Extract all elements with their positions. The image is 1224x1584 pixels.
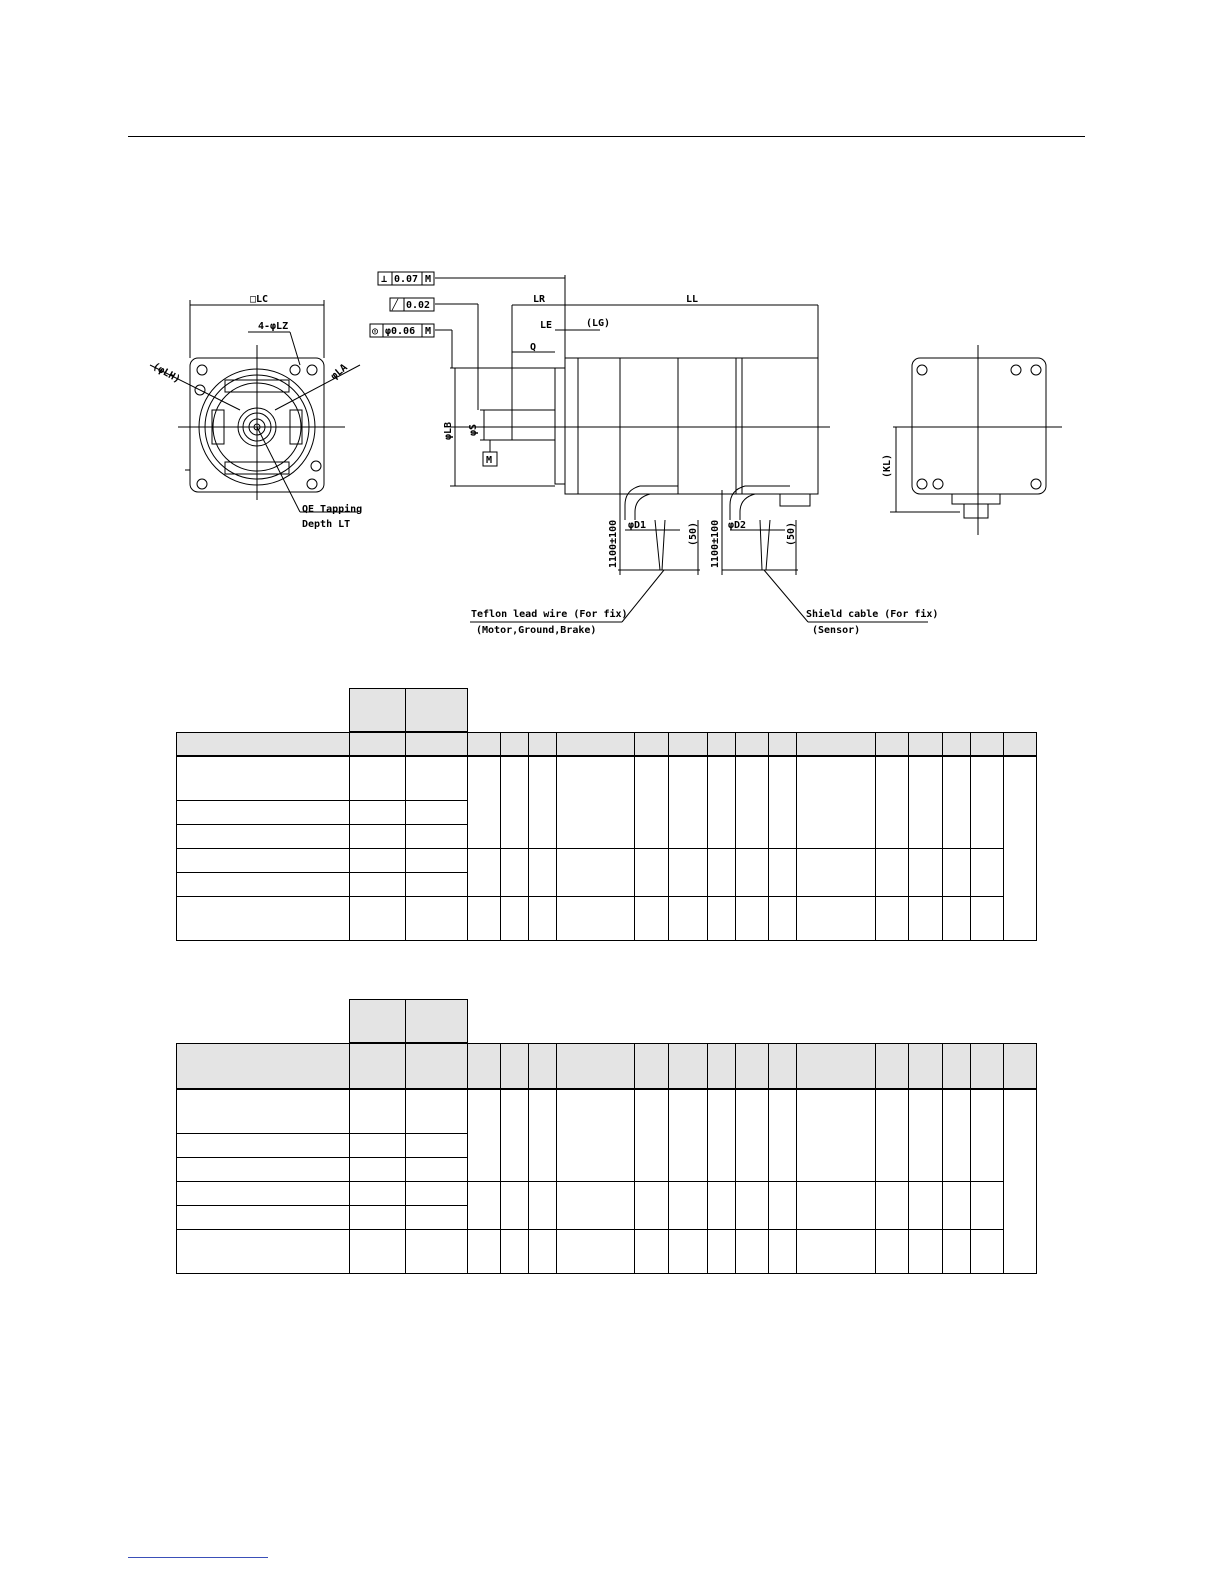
table-1-data-cell [875,848,909,897]
table-1-data-cell [875,756,909,849]
dim-50-1: (50) [688,521,699,546]
table-1-data-cell [467,756,501,849]
table-2-model-cell [176,1181,350,1206]
table-2-data-cell [875,1181,909,1230]
table-2-data-cell [735,1181,769,1230]
table-2-data-cell [796,1229,876,1274]
table-1-data-cell [707,756,736,849]
table-2-data-cell [908,1089,943,1182]
table-1-header-cell [942,732,971,756]
table-2-data-cell [467,1229,501,1274]
table-1-data-cell [942,848,971,897]
table-1-data-cell [707,848,736,897]
table-1-data-cell [735,896,769,941]
table-2-header-cell [634,1043,669,1089]
table-2-value-cell [349,1229,406,1274]
tol-conc-datum: M [425,326,432,337]
table-2-model-cell [176,1133,350,1158]
table-1-value-cell [405,848,468,873]
table-1-data-cell [796,848,876,897]
table-2-data-cell [500,1229,529,1274]
table-1-data-cell [768,756,797,849]
table-1-data-cell [796,756,876,849]
table-1-data-cell [908,756,943,849]
table-1-value-cell [349,824,406,849]
table-2-data-cell [634,1181,669,1230]
table-2-value-cell [405,1181,468,1206]
table-2-value-cell [405,1133,468,1158]
tol-perp-datum: M [425,274,432,285]
tol-perp-sym: ⊥ [381,274,388,285]
table-2-value-cell [349,1089,406,1134]
table-1-data-cell [556,756,635,849]
table-1-header-cell [500,732,529,756]
dim-kl: (KL) [882,453,893,478]
table-2-header-cell [176,1043,350,1089]
table-1-header-cell [349,732,406,756]
dim-q: Q [530,342,537,353]
table-2-data-cell [768,1089,797,1182]
table-1-header-cell [735,732,769,756]
table-2-header-cell [768,1043,797,1089]
dim-lz: 4-φLZ [258,321,289,332]
table-1-data-cell [796,896,876,941]
table-1-header-cell [668,732,708,756]
table-1-data-cell [528,848,557,897]
table-2-data-cell [500,1181,529,1230]
table-2-header-cell [349,1043,406,1089]
table-1-header-cell [970,732,1004,756]
table-2-data-cell [908,1229,943,1274]
table-1-header-cell [796,732,876,756]
table-1-data-cell [970,848,1004,897]
table-1-data-cell [1003,756,1037,941]
table-1-header-cell [634,732,669,756]
table-1-header-cell [556,732,635,756]
table-2-header-cell [556,1043,635,1089]
table-1-data-cell [908,848,943,897]
table-1-data-cell [875,896,909,941]
table-2-top-header-cell [405,999,468,1043]
table-2-header-cell [1003,1043,1037,1089]
table-1-value-cell [405,756,468,801]
table-1-model-cell [176,824,350,849]
table-2-data-cell [970,1181,1004,1230]
callout-shield-sub: (Sensor) [812,625,861,636]
table-1-value-cell [349,756,406,801]
table-1-model-cell [176,896,350,941]
table-2-data-cell [796,1089,876,1182]
dim-qe: QE Tapping [302,504,363,515]
table-2-data-cell [668,1089,708,1182]
table-2-data-cell [796,1181,876,1230]
dim-lc: □LC [250,294,269,305]
dim-lt: Depth LT [302,519,351,530]
table-1-model-cell [176,800,350,825]
table-1-data-cell [500,896,529,941]
callout-teflon: Teflon lead wire (For fix) [471,609,628,620]
callout-teflon-sub: (Motor,Ground,Brake) [476,625,597,636]
table-2-header-cell [796,1043,876,1089]
table-1-data-cell [634,756,669,849]
table-1-header-cell [176,732,350,756]
table-2-data-cell [942,1181,971,1230]
table-2-data-cell [707,1181,736,1230]
table-2-value-cell [349,1133,406,1158]
table-2-data-cell [634,1089,669,1182]
table-2-data-cell [768,1229,797,1274]
table-2-data-cell [942,1229,971,1274]
table-2-header-cell [875,1043,909,1089]
table-2-data-cell [528,1089,557,1182]
table-2-value-cell [349,1157,406,1182]
table-2-data-cell [556,1181,635,1230]
table-1-model-cell [176,848,350,873]
table-1-header-cell [908,732,943,756]
table-2-header-cell [668,1043,708,1089]
table-1-value-cell [405,896,468,941]
table-2-header-cell [528,1043,557,1089]
table-2-data-cell [942,1089,971,1182]
table-2-header-cell [500,1043,529,1089]
table-1-data-cell [556,896,635,941]
table-2-data-cell [970,1229,1004,1274]
table-2-header-cell [405,1043,468,1089]
table-1-data-cell [908,896,943,941]
table-1-data-cell [668,848,708,897]
table-1-header-cell [1003,732,1037,756]
dim-lh: (φLH) [150,361,183,386]
table-1-data-cell [467,896,501,941]
table-1-value-cell [349,848,406,873]
table-1-data-cell [735,756,769,849]
tol-runout-sym: ╱ [392,300,399,311]
table-1-header-cell [768,732,797,756]
dim-len2: 1100±100 [710,519,721,568]
table-1-value-cell [349,872,406,897]
table-1-data-cell [942,896,971,941]
table-1-value-cell [349,800,406,825]
dim-le: LE [540,320,553,331]
table-2-value-cell [405,1089,468,1134]
table-2-data-cell [707,1229,736,1274]
table-2-model-cell [176,1089,350,1134]
table-2-data-cell [528,1181,557,1230]
table-2-header-cell [467,1043,501,1089]
table-2-header-cell [942,1043,971,1089]
table-1-data-cell [467,848,501,897]
table-1-data-cell [768,896,797,941]
tol-runout-val: 0.02 [406,300,431,311]
dim-lb: φLB [443,421,454,440]
table-1-data-cell [634,848,669,897]
table-2-value-cell [405,1157,468,1182]
dim-lg: (LG) [586,318,611,329]
table-1-data-cell [768,848,797,897]
table-1-value-cell [405,824,468,849]
table-2-model-cell [176,1205,350,1230]
table-2-header-cell [707,1043,736,1089]
tol-conc-sym: ◎ [372,326,379,337]
table-2-header-cell [735,1043,769,1089]
table-2-value-cell [349,1181,406,1206]
table-1-data-cell [707,896,736,941]
table-1-data-cell [634,896,669,941]
table-2-data-cell [668,1181,708,1230]
table-2-header-cell [970,1043,1004,1089]
table-1-value-cell [405,872,468,897]
table-2-data-cell [1003,1089,1037,1274]
table-2-data-cell [528,1229,557,1274]
table-2-value-cell [405,1205,468,1230]
table-1-model-cell [176,756,350,801]
motor-dimension-drawing [0,0,1224,700]
table-1-value-cell [349,896,406,941]
table-2-top-header-cell [349,999,406,1043]
table-1-data-cell [942,756,971,849]
table-1-data-cell [668,896,708,941]
table-2-header-cell [908,1043,943,1089]
dim-s: φS [468,423,479,436]
table-1-header-cell [405,732,468,756]
table-2-data-cell [467,1181,501,1230]
table-2-data-cell [875,1229,909,1274]
dim-len1: 1100±100 [608,519,619,568]
table-2-data-cell [500,1089,529,1182]
dim-d1: φD1 [628,520,647,531]
table-1-header-cell [875,732,909,756]
dim-lr: LR [533,294,546,305]
table-1-data-cell [556,848,635,897]
table-2-data-cell [735,1229,769,1274]
table-1-data-cell [528,896,557,941]
table-1-header-cell [528,732,557,756]
table-2-data-cell [768,1181,797,1230]
table-2-data-cell [970,1089,1004,1182]
table-1-header-cell [467,732,501,756]
table-2-model-cell [176,1157,350,1182]
table-1-data-cell [500,756,529,849]
table-1-data-cell [528,756,557,849]
footer-rule [128,1557,268,1558]
motor-side-view [435,275,928,622]
table-2-value-cell [405,1229,468,1274]
tol-perp-val: 0.07 [394,274,419,285]
table-2-data-cell [668,1229,708,1274]
table-1-value-cell [405,800,468,825]
table-2-data-cell [707,1089,736,1182]
table-2-data-cell [634,1229,669,1274]
dim-ll: LL [686,294,699,305]
tol-conc-val: φ0.06 [385,326,416,337]
table-2-data-cell [875,1089,909,1182]
table-1-data-cell [735,848,769,897]
motor-rear-view [890,345,1062,535]
table-1-model-cell [176,872,350,897]
callout-shield: Shield cable (For fix) [806,609,939,620]
table-2-value-cell [349,1205,406,1230]
dim-la: φLA [328,362,350,383]
table-1-data-cell [500,848,529,897]
table-1-data-cell [970,896,1004,941]
dimension-text [151,274,939,636]
flange-front-view [150,300,360,512]
datum-m: M [486,455,493,466]
dim-d2: φD2 [728,520,747,531]
table-2-data-cell [467,1089,501,1182]
table-1-header-cell [707,732,736,756]
table-2-data-cell [556,1089,635,1182]
dim-50-2: (50) [786,521,797,546]
table-2-model-cell [176,1229,350,1274]
table-1-data-cell [668,756,708,849]
table-2-data-cell [908,1181,943,1230]
table-1-data-cell [970,756,1004,849]
table-2-data-cell [556,1229,635,1274]
table-2-data-cell [735,1089,769,1182]
